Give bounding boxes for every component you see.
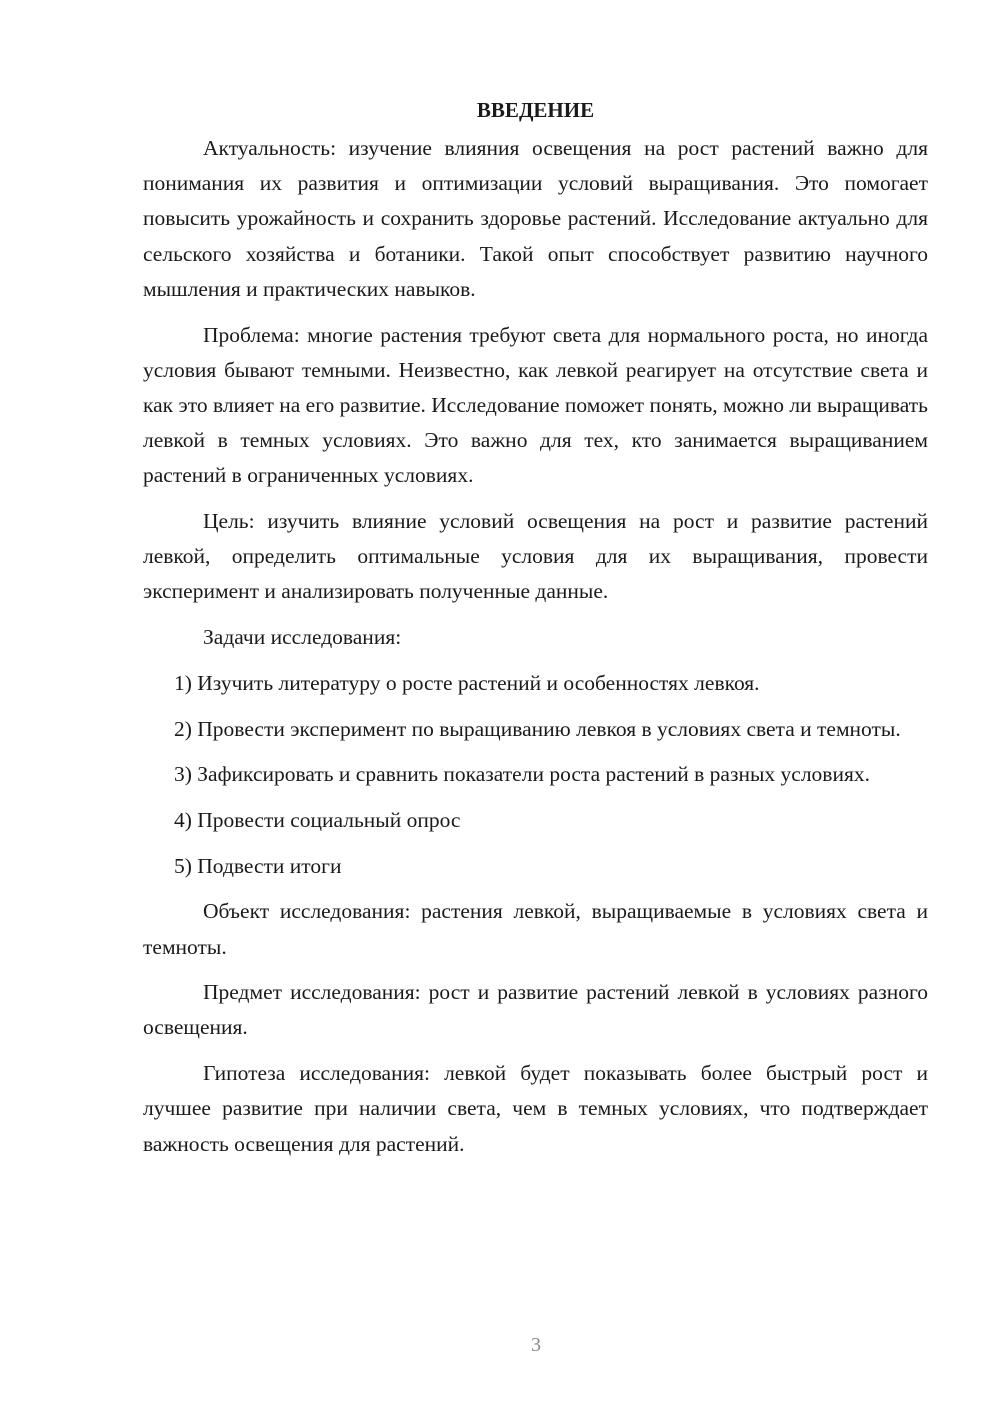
task-item-3: 3) Зафиксировать и сравнить показатели роста растений в разных условиях. [174,762,870,787]
task-item-4: 4) Провести социальный опрос [174,807,461,832]
tasks-title: Задачи исследования: [203,625,402,650]
document-page [143,92,928,1162]
subject-paragraph: Предмет исследования: рост и развитие растений левкой в условиях разного освещения. [143,980,928,1040]
page-number: 3 [531,1334,541,1356]
hypothesis-paragraph: Гипотеза исследования: левкой будет показывать более быстрый рост и лучшее развитие при наличии света, чем в темных условиях, что подтверждает важность освещения для растений. [143,1061,928,1156]
section-heading: ВВЕДЕНИЕ [476,98,595,122]
task-item-2: 2) Провести эксперимент по выращиванию левкоя в условиях света и темноты. [174,716,901,741]
problem-paragraph: Проблема: многие растения требуют света для нормального роста, но иногда условия бывают темными. Неизвестно, как левкой реагирует на отсутствие света и как это влияет на его развитие. Исследование поможет понять, можно ли выращивать левкой в темных условиях. Это важно для тех, кто занимается выращиванием растений в ограниченных условиях. [143,322,928,488]
object-paragraph: Объект исследования: растения левкой, выращиваемые в условиях света и темноты. [143,899,928,959]
relevance-paragraph: Актуальность: изучение влияния освещения на рост растений важно для понимания их развития и оптимизации условий выращивания. Это помогает повысить урожайность и сохранить здоровье растений. Исследование актуально для сельского хозяйства и ботаники. Такой опыт способствует развитию научного мышления и практических навыков. [143,136,928,301]
task-item-1: 1) Изучить литературу о росте растений и особенностях левкоя. [174,670,760,695]
goal-paragraph: Цель: изучить влияние условий освещения на рост и развитие растений левкой, определить оптимальные условия для их выращивания, провести эксперимент и анализировать полученные данные. [143,509,928,604]
task-item-5: 5) Подвести итоги [174,853,342,878]
